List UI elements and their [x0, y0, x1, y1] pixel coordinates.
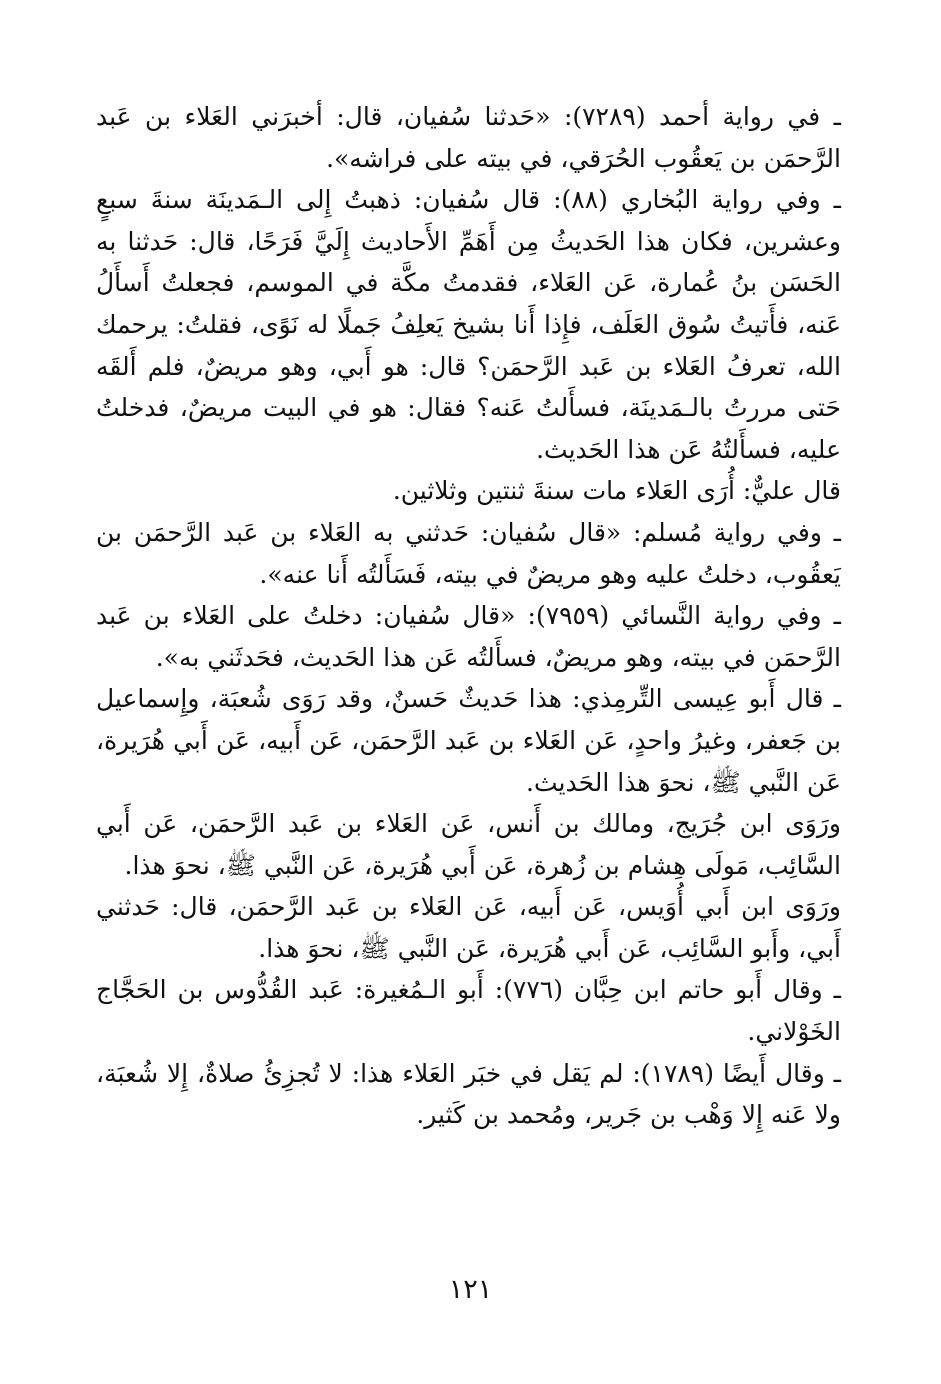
paragraph-ibn-juraij-narration: ورَوَى ابن جُرَيج، ومالك بن أَنس، عَن العَلاء بن عَبد الرَّحمَن، عَن أَبي السَّائِب، مَولَى هِشام بن زُهرة، عَن أَبي هُرَيرة، عَن النَّبي ﷺ، نحوَ هذا.: [96, 809, 841, 880]
paragraph-muslim-narration: ـ وفي رواية مُسلم: «قال سُفيان: حَدثني به العَلاء بن عَبد الرَّحمَن بن يَعقُوب، دخلتُ عليه وهو مريضٌ في بيته، فَسَأَلتُه أَنا عنه».: [96, 517, 841, 589]
paragraph-ibn-hibban-statement: ـ وقال أَبو حاتم ابن حِبَّان (٧٧٦): أَبو الـمُغيرة: عَبد القُدُّوس بن الحَجَّاج الخَوْلاني.: [96, 975, 841, 1047]
paragraph-ahmad-narration: ـ في رواية أحمد (٧٢٨٩): «حَدثنا سُفيان، قال: أخبرَني العَلاء بن عَبد الرَّحمَن بن يَعقُوب الحُرَقي، في بيته على فراشه».: [96, 102, 841, 173]
paragraph-nasai-narration: ـ وفي رواية النَّسائي (٧٩٥٩): «قال سُفيان: دخلتُ على العَلاء بن عَبد الرَّحمَن في بيته، وهو مريضٌ، فسأَلتُه عَن هذا الحَديث، فحَدثَني به».: [96, 601, 842, 672]
paragraph-bukhari-narration: ـ وفي رواية البُخاري (٨٨): قال سُفيان: ذهبتُ إِلى الـمَدينَة سنةَ سبعٍ وعشرين، فكان هذا الحَديثُ مِن أَهَمِّ الأَحاديث إِلَيَّ فَرَحًا، قال: حَدثنا به الحَسَن بنُ عُمارة، عَن العَلاء، فقدمتُ مكَّة في الموسم، فجعلتُ أَسأَلُ عَنه، فأَتيتُ سُوق العَلَف، فإِذا أَنا بشيخ يَعلِفُ جَملًا له نَوًى، فقلتُ: يرحمك الله، تعرفُ العَلاء بن عَبد الرَّحمَن؟ قال: هو أَبي، وهو مريضٌ، فلم أَلقَه حَتى مررتُ بالـمَدينَة، فسأَلتُ عَنه؟ فقال: هو في البيت مريضٌ، فدخلتُ عليه، فسأَلتُهُ عَن هذا الحَديث.: [96, 185, 841, 464]
paragraph-ibn-abi-uways-narration: ورَوَى ابن أَبي أُوَيس، عَن أَبيه، عَن العَلاء بن عَبد الرَّحمَن، قال: حَدثني أَبي، وأَبو السَّائِب، عَن أَبي هُرَيرة، عَن النَّبي ﷺ، نحوَ هذا.: [96, 892, 841, 963]
paragraph-tirmidhi-statement: ـ قال أَبو عِيسى التِّرمِذي: هذا حَديثٌ حَسنٌ، وقد رَوَى شُعبَة، وإِسماعيل بن جَعفر، وغيرُ واحدٍ، عَن العَلاء بن عَبد الرَّحمَن، عَن أَبيه، عَن أَبي هُرَيرة، عَن النَّبي ﷺ، نحوَ هذا الحَديث.: [96, 684, 841, 797]
paragraph-ali-statement: قال عليٌّ: أُرَى العَلاء مات سنةَ ثنتين وثلاثين.: [392, 476, 841, 506]
page-body-text: [96, 96, 841, 1136]
paragraph-ibn-hibban-second-statement: ـ وقال أَيضًا (١٧٨٩): لم يَقل في خبَر العَلاء هذا: لا تُجزِئُ صلاةٌ، إِلا شُعبَة، ولا عَنه إِلا وَهْب بن جَرير، ومُحمد بن كَثير.: [96, 1058, 841, 1130]
page-number: ١٢١: [448, 1274, 493, 1305]
